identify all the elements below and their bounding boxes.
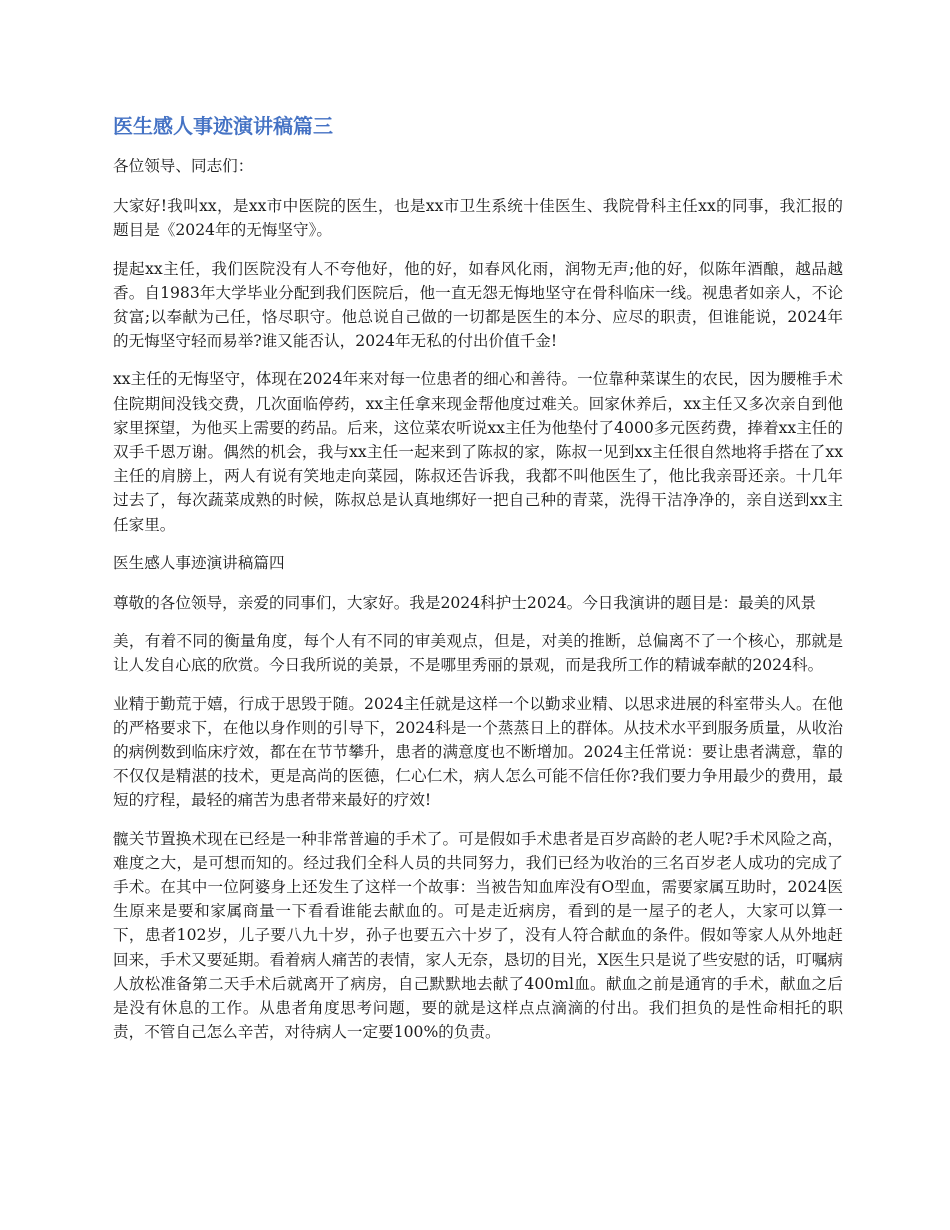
document-page <box>113 112 843 1059</box>
section-heading-part4: 医生感人事迹演讲稿篇四 <box>113 553 285 572</box>
paragraph-beauty: 美，有着不同的衡量角度，每个人有不同的审美观点，但是，对美的推断，总偏离不了一个核心，那就是让人发自心底的欣赏。今日我所说的美景，不是哪里秀丽的景观，而是我所工作的精诚奉献的2024科。 <box>113 632 843 675</box>
paragraph-department-leader: 业精于勤荒于嬉，行成于思毁于随。2024主任就是这样一个以勤求业精、以思求进展的科室带头人。在他的严格要求下，在他以身作则的引导下，2024科是一个蒸蒸日上的群体。从技术水平到服务质量，从收治的病例数到临床疗效，都在在节节攀升，患者的满意度也不断增加。2024主任常说：要让患者满意，靠的不仅仅是精湛的技术，更是高尚的医德，仁心仁术，病人怎么可能不信任你?我们要力争用最少的费用，最短的疗程，最轻的痛苦为患者带来最好的疗效! <box>113 694 843 810</box>
paragraph-hip-surgery: 髋关节置换术现在已经是一种非常普遍的手术了。可是假如手术患者是百岁高龄的老人呢?手术风险之高，难度之大，是可想而知的。经过我们全科人员的共同努力，我们已经为收治的三名百岁老人成功的完成了手术。在其中一位阿婆身上还发生了这样一个故事：当被告知血库没有O型血，需要家属互助时，2024医生原来是要和家属商量一下看看谁能去献血的。可是走近病房，看到的是一屋子的老人，大家可以算一下，患者102岁，儿子要八九十岁，孙子也要五六十岁了，没有人符合献血的条件。假如等家人从外地赶回来，手术又要延期。看着病人痛苦的表情，家人无奈，恳切的目光，X医生只是说了些安慰的话，叮嘱病人放松准备第二天手术后就离开了病房，自己默默地去献了400ml血。献血之前是通宵的手术，献血之后是没有休息的工作。从患者角度思考问题，要的就是这样点点滴滴的付出。我们担负的是性命相托的职责，不管自己怎么辛苦，对待病人一定要100%的负责。 <box>113 829 843 1042</box>
paragraph-director-praise: 提起xx主任，我们医院没有人不夸他好，他的好，如春风化雨，润物无声;他的好，似陈年酒酿，越品越香。自1983年大学毕业分配到我们医院后，他一直无怨无悔地坚守在骨科临床一线。视患者如亲人，不论贫富;以奉献为己任，恪尽职守。他总说自己做的一切都是医生的本分、应尽的职责，但谁能说，2024年的无悔坚守轻而易举?谁又能否认，2024年无私的付出价值千金! <box>113 259 843 351</box>
paragraph-greeting-part4: 尊敬的各位领导，亲爱的同事们，大家好。我是2024科护士2024。今日我演讲的题目是：最美的风景 <box>113 594 817 613</box>
paragraph-intro: 大家好!我叫xx，是xx市中医院的医生，也是xx市卫生系统十佳医生、我院骨科主任xx的同事，我汇报的题目是《2024年的无悔坚守》。 <box>113 197 843 240</box>
paragraph-farmer-story: xx主任的无悔坚守，体现在2024年来对每一位患者的细心和善待。一位靠种菜谋生的农民，因为腰椎手术住院期间没钱交费，几次面临停药，xx主任拿来现金帮他度过难关。回家休养后，xx主任又多次亲自到他家里探望，为他买上需要的药品。后来，这位菜农听说xx主任为他垫付了4000多元医药费，捧着xx主任的双手千恩万谢。偶然的机会，我与xx主任一起来到了陈叔的家，陈叔一见到xx主任很自然地将手搭在了xx主任的肩膀上，两人有说有笑地走向菜园，陈叔还告诉我，我都不叫他医生了，他比我亲哥还亲。十几年过去了，每次蔬菜成熟的时候，陈叔总是认真地绑好一把自己种的青菜，洗得干洁净净的，亲自送到xx主任家里。 <box>113 370 843 534</box>
paragraph-salutation: 各位领导、同志们： <box>113 157 254 175</box>
document-title: 医生感人事迹演讲稿篇三 <box>113 114 333 138</box>
